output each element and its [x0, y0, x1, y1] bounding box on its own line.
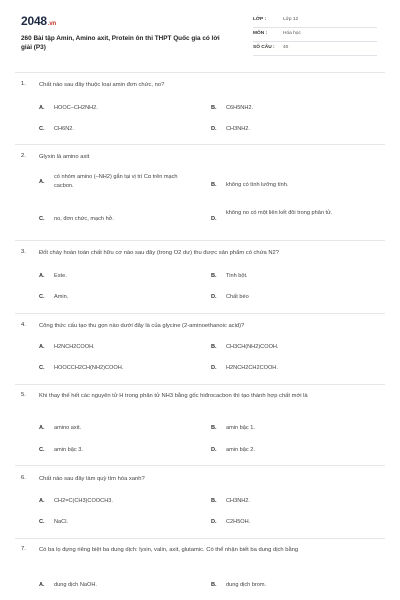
option-text: HOOC–CH2NH2. [54, 105, 98, 111]
divider [15, 465, 385, 466]
question-text: Chất nào sau đây làm quỳ tím hóa xanh? [39, 476, 145, 482]
question-text: Chất nào sau đây thuộc loại amin đơn chức, no? [39, 82, 165, 88]
divider [15, 240, 385, 241]
option-letter: D. [211, 365, 217, 371]
divider [15, 72, 385, 73]
option-letter: B. [211, 425, 217, 431]
option-text: amin bậc 2. [226, 447, 255, 453]
question-number: 2. [21, 153, 26, 159]
question-number: 4. [21, 322, 26, 328]
option-letter: C. [39, 365, 45, 371]
option-letter: A. [39, 582, 45, 588]
meta-row-grade [253, 14, 377, 28]
divider [15, 384, 385, 385]
question-text: Có ba lọ đựng riêng biệt ba dung dịch: lysin, valin, axit, glutamic. Có thể nhận biết ba dung dịch bằng [39, 547, 299, 553]
option-text: không no có một liên kết đôi trong phân tử. [226, 210, 333, 216]
option-text: CH6N2. [54, 126, 74, 132]
option-text: HOOCCH2CH(NH2)COOH. [54, 365, 124, 371]
meta-value: 40 [283, 45, 289, 50]
option-letter: A. [39, 179, 45, 185]
option-text: CH3CH(NH2)COOH. [226, 344, 279, 350]
question-number: 1. [21, 81, 26, 87]
option-letter: C. [39, 447, 45, 453]
page-header [0, 0, 400, 68]
meta-row-count [253, 42, 377, 56]
option-text: CH3NH2. [226, 498, 250, 504]
divider [15, 313, 385, 314]
option-letter: D. [211, 294, 217, 300]
option-text: amino axit. [54, 425, 82, 431]
option-text: no, đơn chức, mạch hở. [54, 216, 114, 222]
option-text: NaCl. [54, 519, 68, 525]
option-letter: B. [211, 582, 217, 588]
logo-text: 2048 [21, 14, 47, 28]
question-text: Khi thay thế hết các nguyên tử H trong phân tử NH3 bằng gốc hiđrocacbon thì tạo thành hợp chất mới là [39, 393, 308, 399]
divider [15, 144, 385, 145]
document-title: 260 Bài tập Amin, Amino axit, Protein ôn thi THPT Quốc gia có lời giải (P3) [21, 35, 220, 51]
meta-key: SỐ CÂU : [253, 45, 275, 50]
option-text: amin bậc 1. [226, 425, 255, 431]
option-text: C2H5OH. [226, 519, 251, 525]
option-letter: A. [39, 273, 45, 279]
option-letter: B. [211, 273, 217, 279]
option-text: dung dịch brom. [226, 582, 267, 588]
option-letter: B. [211, 344, 217, 350]
option-letter: B. [211, 105, 217, 111]
option-letter: A. [39, 105, 45, 111]
option-letter: D. [211, 216, 217, 222]
question-text: Công thức cấu tạo thu gọn nào dưới đây là của glycine (2-aminoethanoic acid)? [39, 323, 245, 329]
meta-key: MÔN : [253, 31, 268, 36]
option-text: amin bậc 3. [54, 447, 83, 453]
question-number: 7. [21, 546, 26, 552]
question-text: Glyxin là amino axit [39, 154, 90, 160]
question-number: 5. [21, 392, 26, 398]
option-letter: A. [39, 425, 45, 431]
option-letter: A. [39, 344, 45, 350]
option-letter: C. [39, 294, 45, 300]
option-letter: B. [211, 498, 217, 504]
question-number: 6. [21, 475, 26, 481]
option-text: H2NCH2CH2COOH. [226, 365, 278, 371]
logo-suffix: .vn [47, 21, 56, 27]
meta-row-subject [253, 28, 377, 42]
option-letter: B. [211, 182, 217, 188]
option-letter: C. [39, 126, 45, 132]
option-text: dung dịch NaOH. [54, 582, 97, 588]
option-letter: C. [39, 216, 45, 222]
site-logo[interactable] [21, 14, 56, 28]
option-text: Chất béo [226, 294, 249, 300]
option-text: C6H5NH2. [226, 105, 254, 111]
meta-value: Lớp 12 [283, 17, 299, 22]
option-text: H2NCH2COOH. [54, 344, 95, 350]
question-number: 3. [21, 249, 26, 255]
document-meta [253, 14, 377, 56]
option-text: có nhóm amino (–NH2) gắn tại vị trí Cα trên mạch cacbon. [54, 174, 178, 189]
option-text: CH3NH2. [226, 126, 250, 132]
question-text: Đốt cháy hoàn toàn chất hữu cơ nào sau đây (trong O2 dư) thu được sản phẩm có chứa N2? [39, 250, 279, 256]
option-text: CH2=C(CH3)COOCH3. [54, 498, 113, 504]
option-letter: D. [211, 519, 217, 525]
option-text: Este. [54, 273, 67, 279]
option-letter: C. [39, 519, 45, 525]
divider [15, 538, 385, 539]
option-letter: A. [39, 498, 45, 504]
meta-value: Hóa học [283, 31, 301, 36]
option-letter: D. [211, 126, 217, 132]
option-letter: D. [211, 447, 217, 453]
option-text: Amin. [54, 294, 69, 300]
option-text: Tinh bột. [226, 273, 248, 279]
option-text: không có tính lưỡng tính. [226, 182, 289, 188]
meta-key: LỚP : [253, 17, 267, 22]
